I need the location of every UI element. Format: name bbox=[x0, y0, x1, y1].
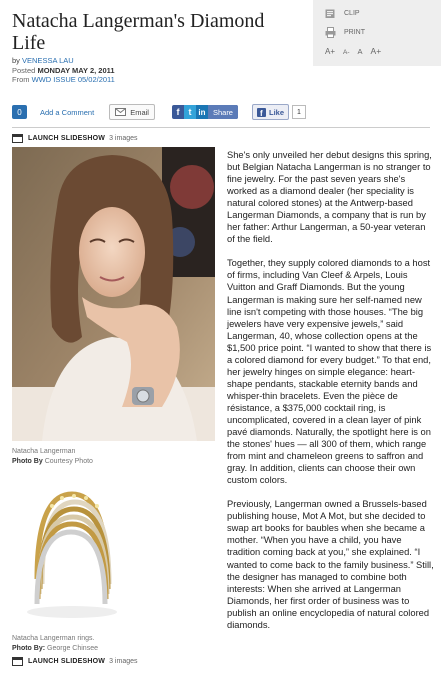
credit-value: Courtesy Photo bbox=[44, 458, 93, 465]
posted-label: Posted bbox=[12, 65, 36, 75]
like-button[interactable] bbox=[252, 104, 289, 120]
rings-image bbox=[12, 484, 215, 624]
clip-icon bbox=[325, 8, 336, 19]
article-paragraph: Together, they supply colored diamonds to a host of firms, including Van Cleef & Arpels, Louis Vuitton and Graff Diamonds. But the young Langerman is making sure her self-named new line isn't competing with those houses. “The big jewelers have very expensive jewels,” said Langerman, 40, whose collection opens at the $1,500 price point. “I wanted to show that there is a colored diamond for every budget.” To that end, her jewelry hinges on simple elegance: heart-shape pendants, stackable eternity bands and whisper-thin bracelets. Even the pièce de résistance, a $375,000 cocktail ring, is uncomplicated, covered in a clean layer of pink pavé diamonds. Naturally, the spotlight here is on the stones' hues — all 300 of them, which range from mint and chameleon greens to saffron and gray. In addition, clients can choose their own custom colors. bbox=[227, 258, 432, 486]
font-size-increase-button[interactable]: A+ bbox=[325, 47, 336, 56]
facebook-icon bbox=[257, 108, 266, 117]
portrait-photo[interactable] bbox=[12, 147, 215, 446]
slideshow-label: LAUNCH SLIDESHOW bbox=[28, 135, 106, 142]
slideshow-count: 3 images bbox=[109, 135, 138, 142]
rings-photo[interactable] bbox=[12, 484, 215, 629]
font-size-large-button[interactable]: A+ bbox=[370, 46, 382, 56]
email-label: Email bbox=[130, 107, 149, 117]
slideshow-icon bbox=[12, 657, 23, 666]
font-size-small-button[interactable]: A- bbox=[343, 49, 350, 56]
credit-label: Photo By: bbox=[12, 645, 46, 652]
svg-text:f: f bbox=[259, 108, 263, 117]
caption-text: Natacha Langerman bbox=[12, 448, 76, 455]
clip-button[interactable] bbox=[325, 8, 360, 19]
from-label: From bbox=[12, 75, 30, 84]
article-title: Natacha Langerman's Diamond Life bbox=[12, 10, 265, 54]
slideshow-count: 3 images bbox=[109, 658, 138, 665]
author-link[interactable]: VENESSA LAU bbox=[22, 56, 74, 65]
facebook-icon: f bbox=[176, 107, 180, 117]
divider bbox=[12, 127, 430, 128]
article-paragraph: She's only unveiled her debut designs this spring, but Belgian Natacha Langerman is no stranger to fine jewelry. For the past seven years she's worked as a diamond dealer (her speciality is natural colored stones) at the Antwerp-based Langerman Diamonds, a company that is run by her father: Arthur Langerman, a 50-year veteran of the field. bbox=[227, 150, 432, 245]
comment-count-badge[interactable]: 0 bbox=[12, 105, 27, 119]
email-button[interactable] bbox=[109, 104, 155, 120]
linkedin-icon: in bbox=[196, 105, 208, 119]
caption-text: Natacha Langerman rings. bbox=[12, 635, 95, 642]
slideshow-label: LAUNCH SLIDESHOW bbox=[28, 658, 106, 665]
photo-credit bbox=[12, 644, 98, 654]
photo-credit bbox=[12, 457, 93, 467]
article-tools-panel bbox=[313, 0, 441, 66]
article-meta bbox=[12, 56, 115, 85]
byline-prefix: by bbox=[12, 56, 20, 65]
slideshow-link[interactable] bbox=[12, 134, 138, 143]
slideshow-link-bottom[interactable] bbox=[12, 657, 138, 666]
twitter-icon: t bbox=[184, 105, 196, 119]
posted-date: MONDAY MAY 2, 2011 bbox=[37, 65, 115, 75]
share-bar bbox=[12, 103, 306, 121]
photo-caption-1 bbox=[12, 447, 93, 467]
slideshow-icon bbox=[12, 134, 23, 143]
share-label: Share bbox=[208, 105, 238, 119]
print-label: PRINT bbox=[344, 29, 365, 36]
like-label: Like bbox=[268, 107, 284, 117]
credit-value: George Chinsee bbox=[47, 645, 98, 652]
clip-label: CLIP bbox=[344, 10, 360, 17]
posted-line bbox=[12, 66, 115, 76]
article-paragraph: Previously, Langerman owned a Brussels-based publishing house, Mot A Mot, but she decided to swap art books for baubles when she became a mother. “When you have a child, you have tradition coming back at you,” she explained. “I wanted to come back to the family business.” Still, the designer has managed to combine both interests: When she arrived at Langerman Diamonds, her first order of business was to publish an online encyclopedia of natural colored diamonds. bbox=[227, 499, 434, 630]
like-count: 1 bbox=[292, 105, 306, 119]
font-size-controls bbox=[325, 46, 381, 56]
byline bbox=[12, 56, 115, 66]
portrait-image bbox=[12, 147, 215, 441]
print-button[interactable] bbox=[325, 27, 365, 38]
envelope-icon bbox=[115, 108, 126, 116]
add-comment-link[interactable]: Add a Comment bbox=[40, 107, 95, 117]
issue-link[interactable]: WWD ISSUE 05/02/2011 bbox=[31, 75, 115, 84]
share-button[interactable] bbox=[172, 105, 238, 119]
font-size-medium-button[interactable]: A bbox=[357, 47, 363, 56]
from-line bbox=[12, 75, 115, 85]
article-body bbox=[227, 149, 434, 643]
print-icon bbox=[325, 27, 336, 38]
credit-label: Photo By bbox=[12, 458, 43, 465]
photo-caption-2 bbox=[12, 634, 98, 654]
